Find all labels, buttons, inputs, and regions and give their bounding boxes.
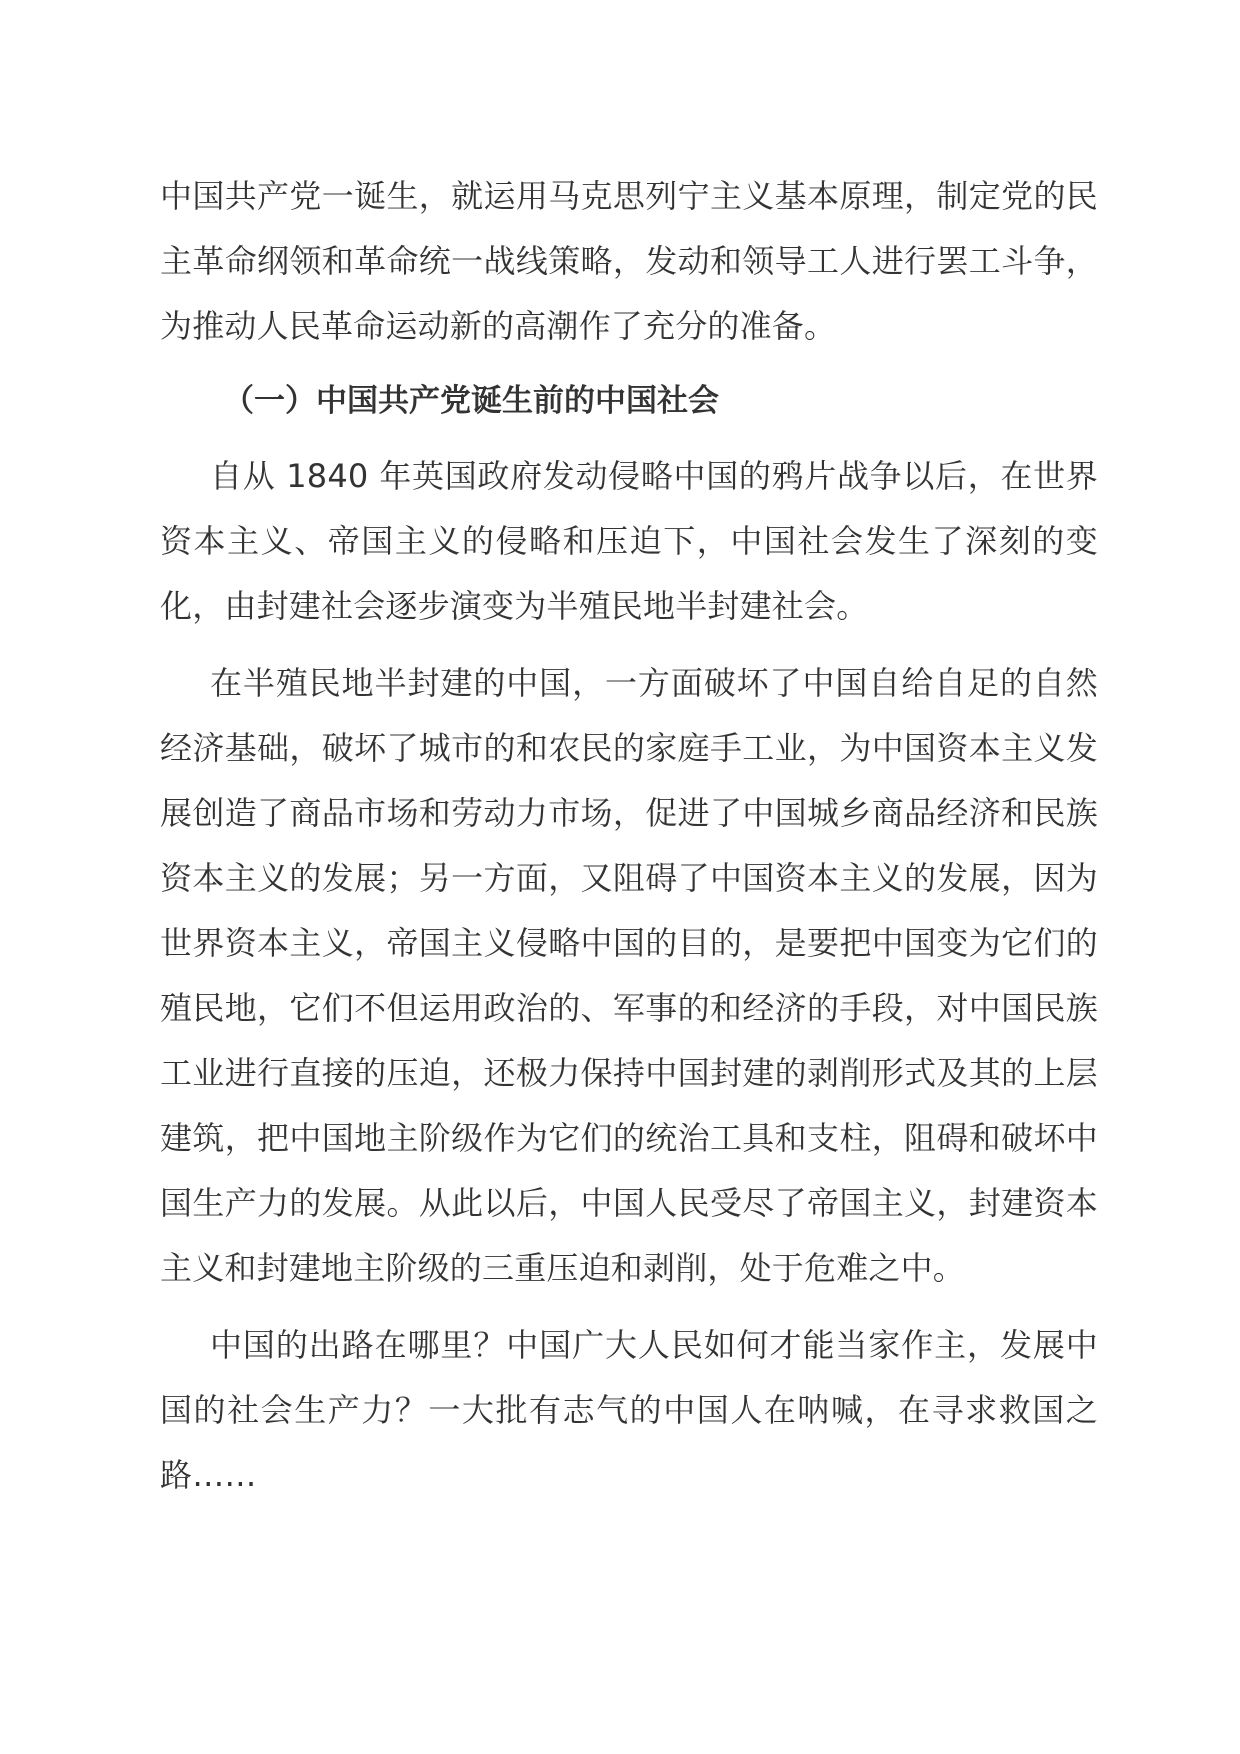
body-paragraph-2: 在半殖民地半封建的中国，一方面破坏了中国自给自足的自然经济基础，破坏了城市的和农民的家庭手工业，为中国资本主义发展创造了商品市场和劳动力市场，促进了中国城乡商品经济和民族资本主义的发展；另一方面，又阻碍了中国资本主义的发展，因为世界资本主义，帝国主义侵略中国的目的，是要把中国变为它们的殖民地，它们不但运用政治的、军事的和经济的手段，对中国民族工业进行直接的压迫，还极力保持中国封建的剥削形式及其的上层建筑，把中国地主阶级作为它们的统治工具和支柱，阻碍和破坏中国生产力的发展。从此以后，中国人民受尽了帝国主义，封建资本主义和封建地主阶级的三重压迫和剥削，处于危难之中。 [160,664,1098,1287]
document-body [160,164,1098,1508]
body-paragraph-3: 中国的出路在哪里？中国广大人民如何才能当家作主，发展中国的社会生产力？一大批有志气的中国人在呐喊，在寻求救国之路…… [160,1326,1098,1494]
body-paragraph-1: 自从 1840 年英国政府发动侵略中国的鸦片战争以后，在世界资本主义、帝国主义的侵略和压迫下，中国社会发生了深刻的变化，由封建社会逐步演变为半殖民地半封建社会。 [160,457,1098,625]
section-heading: （一）中国共产党诞生前的中国社会 [223,383,719,419]
spacer [160,1301,1098,1313]
spacer [160,434,1098,444]
spacer [160,359,1098,369]
intro-paragraph: 中国共产党一诞生，就运用马克思列宁主义基本原理，制定党的民主革命纲领和革命统一战线策略，发动和领导工人进行罢工斗争，为推动人民革命运动新的高潮作了充分的准备。 [160,177,1098,345]
spacer [160,639,1098,651]
